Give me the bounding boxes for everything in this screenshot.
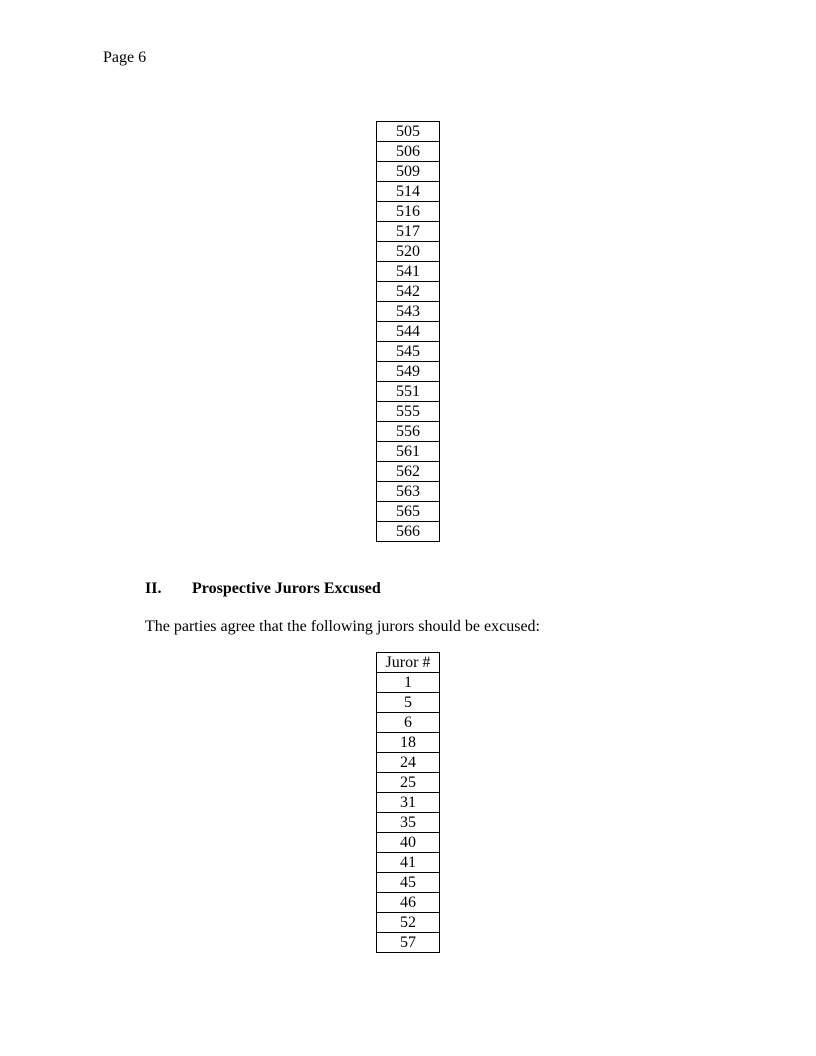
table-header-cell: Juror # [377,653,440,673]
juror-number-cell: 505 [377,122,440,142]
continued-juror-table-body [377,122,440,542]
continued-juror-table [376,121,440,542]
table-row [377,833,440,853]
section-title: Prospective Jurors Excused [192,580,381,597]
juror-number-cell: 24 [377,753,440,773]
juror-number-cell: 563 [377,482,440,502]
juror-number-cell: 1 [377,673,440,693]
table-row [377,933,440,953]
juror-number-cell: 18 [377,733,440,753]
section-intro-paragraph: The parties agree that the following jurors should be excused: [145,618,540,635]
table-row [377,342,440,362]
table-row [377,813,440,833]
table-row [377,753,440,773]
juror-number-cell: 556 [377,422,440,442]
juror-number-cell: 544 [377,322,440,342]
juror-number-cell: 565 [377,502,440,522]
juror-number-cell: 31 [377,793,440,813]
table-row [377,222,440,242]
page-number: Page 6 [103,49,147,66]
table-row [377,873,440,893]
juror-number-cell: 561 [377,442,440,462]
table-row [377,282,440,302]
juror-number-cell: 543 [377,302,440,322]
excused-juror-table-body [377,653,440,953]
table-row [377,242,440,262]
juror-number-cell: 555 [377,402,440,422]
section-number: II. [145,580,162,597]
table-row [377,402,440,422]
table-row [377,262,440,282]
table-row [377,202,440,222]
table-row [377,913,440,933]
table-row [377,442,440,462]
table-row [377,182,440,202]
table-row [377,773,440,793]
excused-juror-table [376,652,440,953]
juror-number-cell: 551 [377,382,440,402]
section-heading [145,579,381,599]
table-row [377,302,440,322]
table-row [377,793,440,813]
juror-number-cell: 520 [377,242,440,262]
juror-number-cell: 542 [377,282,440,302]
juror-number-cell: 46 [377,893,440,913]
juror-number-cell: 516 [377,202,440,222]
table-row [377,502,440,522]
juror-number-cell: 514 [377,182,440,202]
table-row [377,142,440,162]
juror-number-cell: 45 [377,873,440,893]
table-row [377,422,440,442]
table-row [377,673,440,693]
table-row [377,322,440,342]
table-row [377,522,440,542]
juror-number-cell: 25 [377,773,440,793]
table-row [377,122,440,142]
juror-number-cell: 509 [377,162,440,182]
table-row [377,482,440,502]
juror-number-cell: 517 [377,222,440,242]
table-row [377,693,440,713]
juror-number-cell: 57 [377,933,440,953]
table-row [377,733,440,753]
juror-number-cell: 41 [377,853,440,873]
table-row [377,362,440,382]
juror-number-cell: 562 [377,462,440,482]
juror-number-cell: 541 [377,262,440,282]
juror-number-cell: 566 [377,522,440,542]
table-row [377,162,440,182]
table-row [377,853,440,873]
table-row [377,893,440,913]
juror-number-cell: 6 [377,713,440,733]
juror-number-cell: 506 [377,142,440,162]
juror-number-cell: 40 [377,833,440,853]
table-header-row [377,653,440,673]
table-row [377,713,440,733]
table-row [377,382,440,402]
juror-number-cell: 5 [377,693,440,713]
juror-number-cell: 35 [377,813,440,833]
juror-number-cell: 549 [377,362,440,382]
juror-number-cell: 545 [377,342,440,362]
juror-number-cell: 52 [377,913,440,933]
table-row [377,462,440,482]
